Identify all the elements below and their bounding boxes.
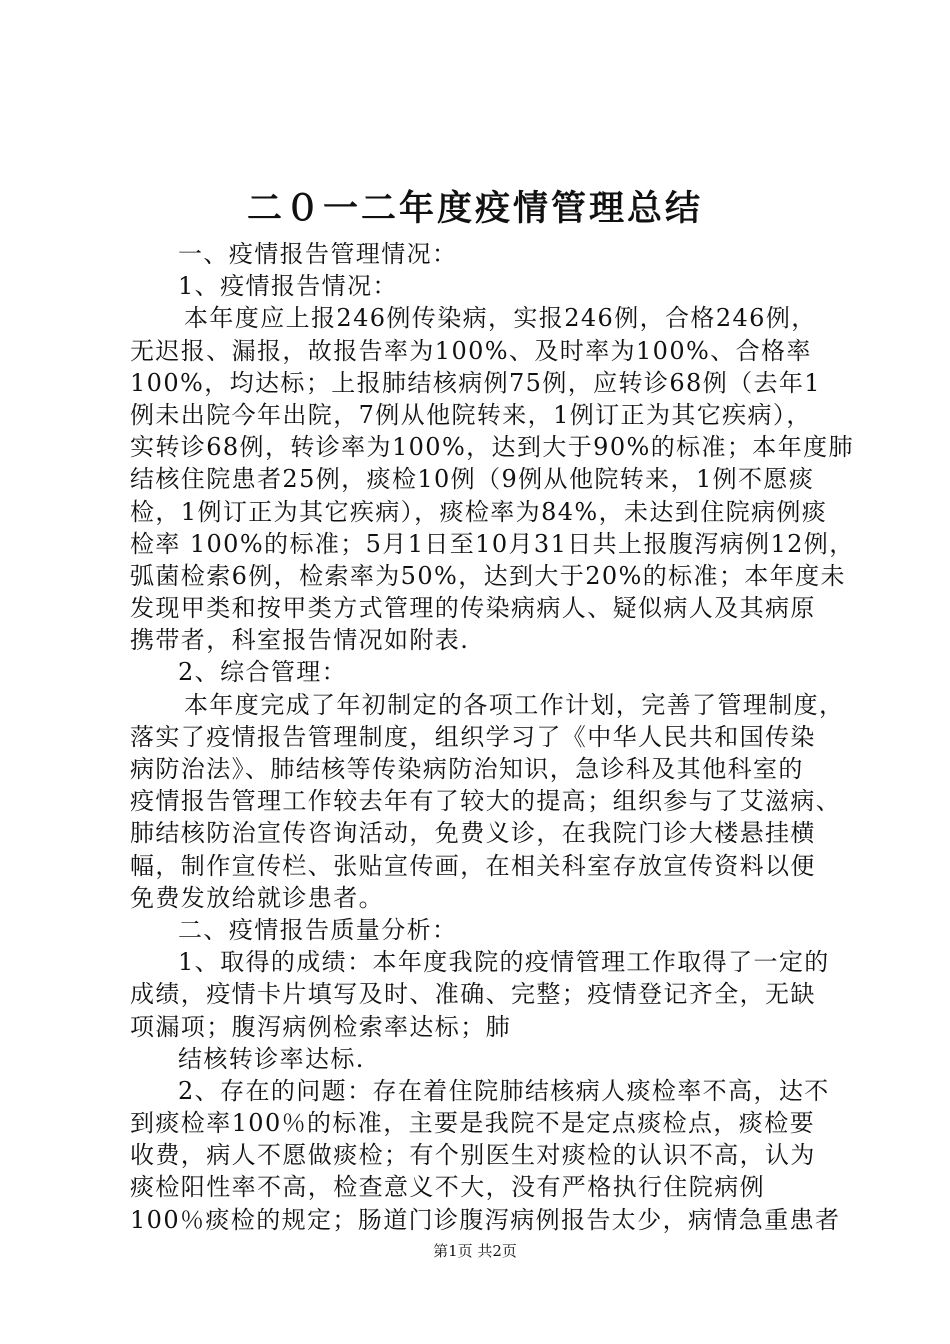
document-body bbox=[130, 238, 855, 1236]
paragraph-line: 本年度完成了年初制定的各项工作计划，完善了管理制度， bbox=[184, 690, 845, 719]
paragraph-line: 100%，均达标；上报肺结核病例75例，应转诊68例（去年1 bbox=[130, 368, 821, 397]
section-heading: 二、疫情报告质量分析： bbox=[178, 915, 458, 944]
paragraph-line: 成绩，疫情卡片填写及时、准确、完整；疫情登记齐全，无缺 bbox=[130, 980, 816, 1009]
paragraph-line: 100％痰检的规定；肠道门诊腹泻病例报告太少，病情急重患者 bbox=[130, 1205, 841, 1234]
paragraph-line: 实转诊68例，转诊率为100%，达到大于90%的标准；本年度肺 bbox=[130, 433, 854, 462]
paragraph-line: 检率 100%的标准；5月1日至10月31日共上报腹泻病例12例， bbox=[130, 529, 855, 558]
paragraph-line: 结核住院患者25例，痰检10例（9例从他院转来，1例不愿痰 bbox=[130, 465, 815, 494]
paragraph-line: 2、存在的问题：存在着住院肺结核病人痰检率不高，达不 bbox=[178, 1076, 830, 1105]
paragraph-line: 痰检阳性率不高，检查意义不大，没有严格执行住院病例 bbox=[130, 1173, 765, 1202]
paragraph-line: 收费，病人不愿做痰检；有个别医生对痰检的认识不高，认为 bbox=[130, 1141, 816, 1170]
paragraph-line: 结核转诊率达标. bbox=[178, 1044, 365, 1073]
paragraph-line: 弧菌检索6例，检索率为50%，达到大于20%的标准；本年度未 bbox=[130, 561, 846, 590]
section-heading: 一、疫情报告管理情况： bbox=[178, 240, 458, 268]
subsection-heading: 1、疫情报告情况： bbox=[178, 272, 398, 301]
paragraph-line: 落实了疫情报告管理制度，组织学习了《中华人民共和国传染 bbox=[130, 722, 816, 751]
paragraph-line: 检，1例订正为其它疾病），痰检率为84%，未达到住院病例痰 bbox=[130, 497, 828, 526]
paragraph-line: 发现甲类和按甲类方式管理的传染病病人、疑似病人及其病原 bbox=[130, 594, 816, 623]
paragraph-line: 无迟报、漏报，故报告率为100%、及时率为100%、合格率 bbox=[130, 336, 812, 365]
paragraph-line: 项漏项；腹泻病例检索率达标；肺 bbox=[130, 1012, 511, 1041]
paragraph-line: 例未出院今年出院，7例从他院转来，1例订正为其它疾病）， bbox=[130, 400, 812, 429]
paragraph-line: 本年度应上报246例传染病，实报246例，合格246例， bbox=[184, 304, 817, 333]
paragraph-line: 到痰检率100％的标准，主要是我院不是定点痰检点，痰检要 bbox=[130, 1109, 816, 1138]
paragraph-line: 免费发放给就诊患者。 bbox=[130, 883, 384, 912]
page-number: 第1页 共2页 bbox=[433, 1242, 517, 1260]
paragraph-line: 肺结核防治宣传咨询活动，免费义诊，在我院门诊大楼悬挂横 bbox=[130, 819, 816, 848]
subsection-heading: 2、综合管理： bbox=[178, 658, 348, 687]
paragraph-line: 携带者，科室报告情况如附表. bbox=[130, 626, 470, 655]
paragraph-line: 1、取得的成绩：本年度我院的疫情管理工作取得了一定的 bbox=[178, 948, 830, 977]
document-title: 二０一二年度疫情管理总结 bbox=[246, 188, 703, 229]
paragraph-line: 病防治法》、肺结核等传染病防治知识，急诊科及其他科室的 bbox=[130, 755, 804, 783]
paragraph-line: 幅，制作宣传栏、张贴宣传画，在相关科室存放宣传资料以便 bbox=[130, 851, 816, 880]
paragraph-line: 疫情报告管理工作较去年有了较大的提高；组织参与了艾滋病、 bbox=[130, 787, 842, 816]
